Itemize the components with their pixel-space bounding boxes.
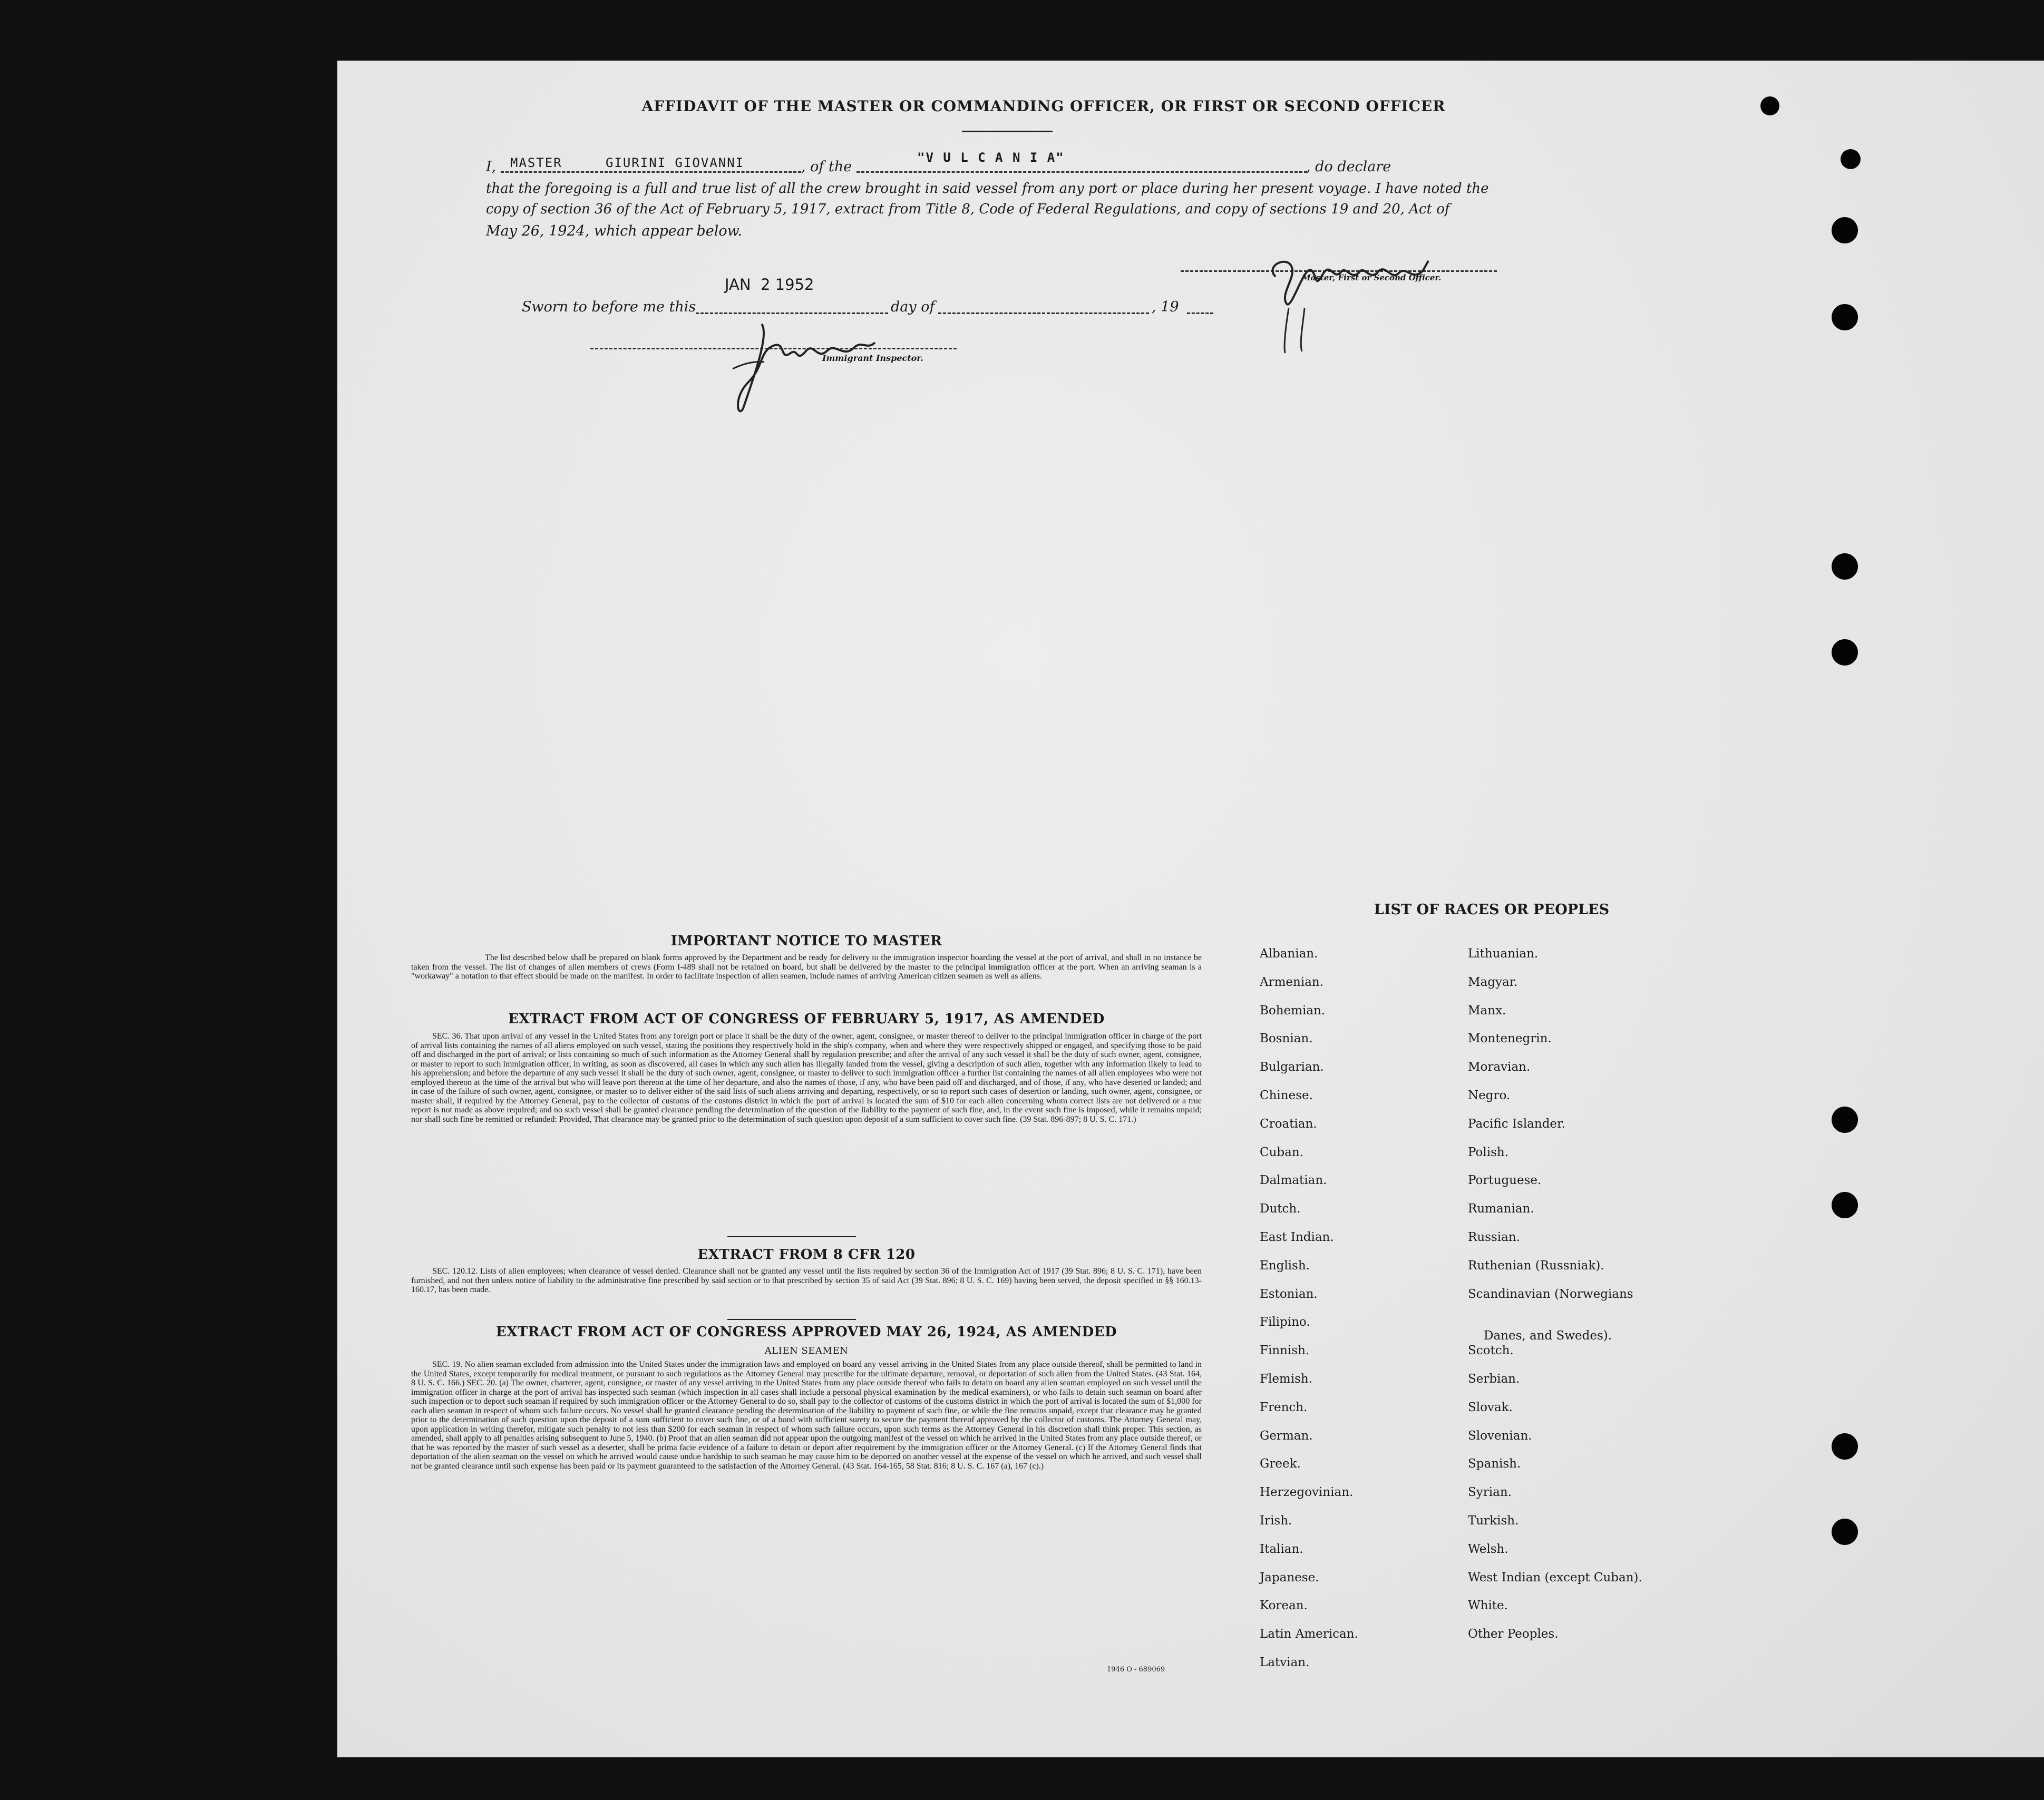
race-item: Korean. <box>1260 1599 1308 1613</box>
race-item: Spanish. <box>1468 1457 1521 1471</box>
race-item: Finnish. <box>1260 1344 1310 1358</box>
punch-hole <box>1832 217 1858 243</box>
master-name-line <box>501 171 801 173</box>
race-item: Portuguese. <box>1468 1173 1542 1188</box>
race-item: Greek. <box>1260 1457 1301 1471</box>
race-item: Latvian. <box>1260 1656 1310 1669</box>
race-item: Russian. <box>1468 1230 1520 1244</box>
punch-hole <box>1832 1192 1858 1218</box>
race-item: English. <box>1260 1258 1310 1273</box>
title-underline <box>962 131 1053 132</box>
punch-hole <box>1841 149 1861 169</box>
punch-hole <box>1832 553 1858 580</box>
race-item: Danes, and Swedes). <box>1484 1329 1612 1343</box>
race-item: Polish. <box>1468 1145 1509 1159</box>
print-code: 1946 O - 689069 <box>1107 1666 1165 1674</box>
notice-body: The list described below shall be prepared on blank forms approved by the Department and be ready for delivery to the immigration inspector boarding the vessel at the port of arrival, and shall in no instance be taken from the vessel. The list of changes of alien members of crews (Form I-489 shall not be retained on board, but shall be delivered by the master to the principal immigration officer at the port. When an arriving seaman is a "workaway" a notation to that effect should be made on the manifest. In order to facilitate inspection of alien seamen, include names of arriving American citizen seamen as well as aliens. <box>411 953 1202 981</box>
race-item: Turkish. <box>1468 1514 1519 1528</box>
race-item: White. <box>1468 1599 1508 1613</box>
sworn-label: Sworn to before me this <box>522 299 696 315</box>
race-item: Magyar. <box>1468 975 1518 989</box>
punch-hole <box>1832 304 1858 330</box>
extract1-body: SEC. 36. That upon arrival of any vessel in the United States from any foreign port or place it shall be the duty of the owner, agent, consignee, or master thereof to deliver to the principal immigration officer in charge of the port of arrival lists containing the names of all aliens employed on such vessel, stating the positions they respectively hold in the ship's company, when and where they were respectively shipped or engaged, and specifying those to be paid off and discharged in the port of arrival; or lists containing so much of such information as the Attorney General shall by regulation prescribe; and after the arrival of any such vessel it shall be the duty of such owner, agent, consignee, or master to report to such immigration officer, in writing, as soon as discovered, all cases in which any such alien has illegally landed from the vessel, giving a description of such alien, together with any information likely to lead to his apprehension; and before the departure of any such vessel it shall be the duty of such owner, agent, consignee, or master to deliver to such immigration officer a further list containing the names of all alien employees who were not employed thereon at the time of the arrival but who will leave port thereon at the time of her departure, and also the names of those, if any, who have been paid off and discharged, and of those, if any, who have deserted or landed; and in case of the failure of such owner, agent, consignee, or master so to deliver either of the said lists of such aliens arriving and departing, respectively, or so to report such cases of desertion or landing, such owner, agent, consignee, or master shall, if required by the Attorney General, pay to the collector of customs of the customs district in which the port of arrival is located the sum of $10 for each alien concerning whom correct lists are not delivered or a true report is not made as above required; and no such vessel shall be granted clearance pending the determination of the question of the liability to the payment of such fine, and, in the event such fine is imposed, while it remains unpaid; nor shall such fine be remitted or refunded: Provided, That clearance may be granted prior to the determination of such question upon deposit of a sum sufficient to cover such fine. (39 Stat. 896-897; 8 U. S. C. 171.) <box>411 1032 1202 1124</box>
race-item: Armenian. <box>1260 975 1324 989</box>
races-column-1 <box>1260 947 1460 1737</box>
races-column-2 <box>1468 947 1763 1737</box>
of-the-label: , of the <box>801 159 852 175</box>
race-item: Pacific Islander. <box>1468 1117 1565 1131</box>
races-title: LIST OF RACES OR PEOPLES <box>1374 902 1610 918</box>
race-item: Scotch. <box>1468 1344 1514 1358</box>
extract1-title: EXTRACT FROM ACT OF CONGRESS OF FEBRUARY 5, 1917, AS AMENDED <box>508 1011 1105 1027</box>
race-item: Italian. <box>1260 1542 1303 1556</box>
master-signature <box>1254 229 1476 356</box>
day-of-label: day of <box>891 299 935 315</box>
race-item: Croatian. <box>1260 1117 1317 1131</box>
race-item: West Indian (except Cuban). <box>1468 1570 1642 1584</box>
race-item: Irish. <box>1260 1514 1292 1528</box>
master-name: MASTER GIURINI GIOVANNI <box>510 155 745 170</box>
race-item: Ruthenian (Russniak). <box>1468 1258 1604 1273</box>
race-item: Cuban. <box>1260 1145 1303 1159</box>
race-item: Latin American. <box>1260 1627 1358 1641</box>
sworn-year-line <box>1187 312 1213 314</box>
race-item: Herzegovinian. <box>1260 1485 1354 1500</box>
affidavit-line-4: May 26, 1924, which appear below. <box>486 223 743 239</box>
punch-hole <box>1832 639 1858 666</box>
punch-hole <box>1832 1433 1858 1460</box>
race-item: Rumanian. <box>1468 1202 1534 1216</box>
race-item: Serbian. <box>1468 1372 1520 1386</box>
vessel-name: "V U L C A N I A" <box>917 150 1065 165</box>
notice-title: IMPORTANT NOTICE TO MASTER <box>670 933 942 949</box>
race-item: Welsh. <box>1468 1542 1508 1556</box>
race-item: Montenegrin. <box>1468 1032 1552 1046</box>
race-item: Bohemian. <box>1260 1003 1326 1018</box>
extract2-title: EXTRACT FROM 8 CFR 120 <box>697 1247 916 1263</box>
race-item: German. <box>1260 1429 1313 1443</box>
race-item: French. <box>1260 1400 1308 1414</box>
race-item: Scandinavian (Norwegians <box>1468 1287 1633 1301</box>
race-item: Slovenian. <box>1468 1429 1532 1443</box>
year-prefix: , 19 <box>1152 299 1179 315</box>
affidavit-line-2: that the foregoing is a full and true list of all the crew brought in said vessel from any port or place during her present voyage. I have noted the <box>486 181 1489 197</box>
extract2-body: SEC. 120.12. Lists of alien employees; when clearance of vessel denied. Clearance shall not be granted any vessel until the lists required by section 36 of the Immigration Act of 1917 (39 Stat. 896; 8 U. S. C. 171), have been furnished, and not then unless notice of liability to the administrative fine prescribed by said section or to that prescribed by section 35 of said Act (39 Stat. 896; 8 U. S. C. 169) having been served, the deposit specified in §§ 160.13-160.17, has been made. <box>411 1267 1202 1294</box>
divider <box>727 1319 856 1320</box>
race-item: Estonian. <box>1260 1287 1318 1301</box>
race-item: Other Peoples. <box>1468 1627 1559 1641</box>
sworn-month-line <box>938 312 1149 314</box>
do-declare-label: , do declare <box>1306 159 1391 175</box>
race-item: Lithuanian. <box>1468 947 1539 961</box>
race-item: Filipino. <box>1260 1315 1310 1329</box>
race-item: Slovak. <box>1468 1400 1513 1414</box>
master-caption: Master, First or Second Officer. <box>1302 273 1442 282</box>
extract3-subtitle: ALIEN SEAMEN <box>764 1345 849 1356</box>
race-item: East Indian. <box>1260 1230 1334 1244</box>
race-item: Syrian. <box>1468 1485 1512 1500</box>
race-item: Moravian. <box>1468 1060 1531 1074</box>
affidavit-i-label: I, <box>486 159 497 175</box>
affidavit-line-3: copy of section 36 of the Act of February 5, 1917, extract from Title 8, Code of Federal Regulations, and copy of sections 19 and 20, Act of <box>486 201 1450 217</box>
date-stamp: JAN 2 1952 <box>725 276 814 294</box>
affidavit-title: AFFIDAVIT OF THE MASTER OR COMMANDING OFFICER, OR FIRST OR SECOND OFFICER <box>641 97 1446 115</box>
race-item: Albanian. <box>1260 947 1318 961</box>
race-item: Dalmatian. <box>1260 1173 1327 1188</box>
extract3-body: SEC. 19. No alien seaman excluded from admission into the United States under the immigration laws and employed on board any vessel arriving in the United States from any place outside thereof, shall be permitted to land in the United States, except temporarily for medical treatment, or pursuant to such regulations as the Attorney General may prescribe for the ultimate departure, removal, or deportation of such alien from the United States. (43 Stat. 164, 8 U. S. C. 166.) SEC. 20. (a) The owner, charterer, agent, consignee, or master of any vessel arriving in the United States from any place outside thereof who fails to detain on board any alien seaman employed on such vessel until the immigration officer in charge at the port of arrival has inspected such seaman (which inspection in all cases shall include a personal physical examination by the medical examiners), or who fails to detain such seaman on board after such inspection or to deport such seaman if required by such immigration officer or the Attorney General to do so, shall pay to the collector of customs of the customs district in which the port of arrival is located the sum of $1,000 for each alien seaman in respect of whom such failure occurs. No vessel shall be granted clearance pending the determination of the liability to payment of such fine, or while the fine remains unpaid, except that clearance may be granted prior to the determination of such question upon the deposit of a sum sufficient to cover such fine, or of a bond with sufficient surety to secure the payment thereof approved by the collector of customs. The Attorney General may, upon application in writing therefor, mitigate such penalty to not less than $200 for each seaman in respect of whom such failure occurs, upon such terms as the Attorney General in his discretion shall think proper. This section, as amended, shall apply to all penalties arising subsequent to June 5, 1940. (b) Proof that an alien seaman did not appear upon the outgoing manifest of the vessel on which he arrived in the United States from any place outside thereof, or that he was reported by the master of such vessel as a deserter, shall be prima facie evidence of a failure to detain or deport after requirement by the immigration officer or the Attorney General. (c) If the Attorney General finds that deportation of the alien seaman on the vessel on which he arrived would cause undue hardship to such seaman he may cause him to be deported on another vessel at the expense of the vessel on which he arrived, and such vessel shall not be granted clearance until such expense has been paid or its payment guaranteed to the satisfaction of the Attorney General. (43 Stat. 164-165, 58 Stat. 816; 8 U. S. C. 167 (a), 167 (c).) <box>411 1360 1202 1471</box>
race-item: Bulgarian. <box>1260 1060 1324 1074</box>
inspector-caption: Immigrant Inspector. <box>822 353 923 363</box>
extract3-title: EXTRACT FROM ACT OF CONGRESS APPROVED MAY 26, 1924, AS AMENDED <box>495 1324 1117 1340</box>
divider <box>727 1236 856 1237</box>
punch-hole <box>1832 1107 1858 1133</box>
document-page <box>337 61 2044 1757</box>
inspector-signature <box>712 314 933 419</box>
race-item: Chinese. <box>1260 1089 1313 1102</box>
vessel-name-line <box>856 171 1307 173</box>
punch-hole <box>1832 1519 1858 1545</box>
race-item: Japanese. <box>1260 1570 1319 1584</box>
punch-hole <box>1760 96 1779 115</box>
race-item: Negro. <box>1468 1089 1511 1102</box>
race-item: Flemish. <box>1260 1372 1313 1386</box>
notice-block <box>411 933 1202 1674</box>
race-item: Dutch. <box>1260 1202 1301 1216</box>
race-item: Bosnian. <box>1260 1032 1313 1046</box>
race-item: Manx. <box>1468 1003 1506 1018</box>
